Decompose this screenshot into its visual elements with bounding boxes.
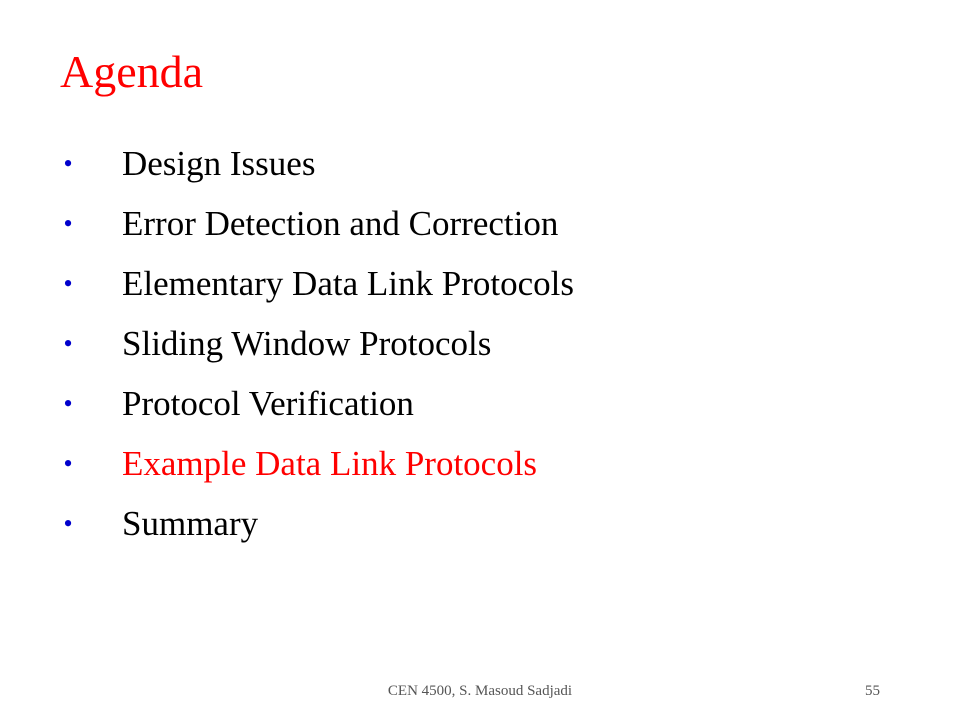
page-number: 55 xyxy=(865,683,880,699)
agenda-item-label: Sliding Window Protocols xyxy=(122,324,492,363)
bullet-icon: • xyxy=(63,149,73,178)
agenda-item-label: Error Detection and Correction xyxy=(122,204,559,243)
bullet-icon: • xyxy=(63,509,73,538)
bullet-icon: • xyxy=(63,389,73,418)
agenda-item-label-current: Example Data Link Protocols xyxy=(122,444,538,483)
agenda-item-label: Summary xyxy=(122,504,259,543)
slide-footer: CEN 4500, S. Masoud Sadjadi xyxy=(387,683,573,699)
bullet-icon: • xyxy=(63,449,73,478)
agenda-item-label: Elementary Data Link Protocols xyxy=(122,264,574,303)
bullet-icon: • xyxy=(63,329,73,358)
bullet-icon: • xyxy=(63,269,73,298)
bullet-icon: • xyxy=(63,209,73,238)
slide-title: Agenda xyxy=(60,46,204,97)
agenda-item-label: Design Issues xyxy=(122,144,316,183)
agenda-item-label: Protocol Verification xyxy=(122,384,414,423)
